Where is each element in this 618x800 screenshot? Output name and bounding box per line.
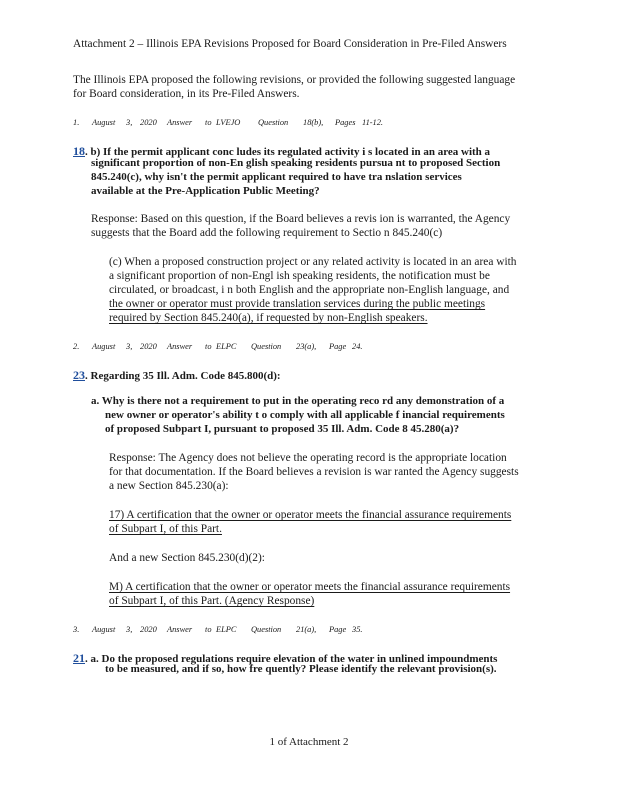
quote-18-line-1: (c) When a proposed construction project or any related activity is located in an area with [109, 256, 517, 268]
ref-to: to [205, 625, 212, 634]
question-21-line-1: 21. a. Do the proposed regulations require elevation of the water in unlined impoundments [73, 651, 498, 665]
response-18-line-1: Response: Based on this question, if the Board believes a revis ion is warranted, the Agency [91, 213, 511, 225]
ref-party: ELPC [216, 625, 237, 634]
reference-line-3 [73, 625, 593, 637]
page-title: Attachment 2 – Illinois EPA Revisions Proposed for Board Consideration in Pre-Filed Answers [73, 38, 507, 50]
page-footer: 1 of Attachment 2 [269, 736, 349, 748]
ref-question: Question [251, 625, 282, 634]
ref-party: LVEJO [216, 118, 241, 127]
ref-num: 3. [73, 625, 80, 634]
ref-qnum: 23(a), [296, 342, 317, 351]
ref-question: Question [251, 342, 282, 351]
ref-pages-label: Page [329, 342, 347, 351]
question-23a-line-2: new owner or operator's ability t o comply with all applicable f inancial requirements [105, 409, 505, 421]
question-23a-line-1: a. Why is there not a requirement to put in the operating reco rd any demonstration of a [91, 395, 505, 407]
response-23-line-3: a new Section 845.230(a): [109, 480, 229, 492]
ref-party: ELPC [216, 342, 237, 351]
quote-18-line-3: circulated, or broadcast, i n both English and the appropriate non-English language, and [109, 284, 510, 296]
reference-line-2 [73, 342, 593, 354]
question-number-link[interactable]: 23 [73, 368, 85, 382]
question-18-line-2: significant proportion of non-En glish speaking residents pursua nt to proposed Section [91, 157, 501, 169]
ref-to: to [205, 342, 212, 351]
ref-answer: Answer [167, 625, 193, 634]
ref-year: 2020 [140, 118, 157, 127]
question-23-heading: 23. Regarding 35 Ill. Adm. Code 845.800(d): [73, 368, 281, 382]
insert-m-line-2: of Subpart I, of this Part. (Agency Response) [109, 595, 315, 607]
and-new-section: And a new Section 845.230(d)(2): [109, 552, 265, 564]
quote-18-line-5-inserted: required by Section 845.240(a), if requested by non-English speakers. [109, 312, 428, 324]
ref-pages-label: Pages [335, 118, 356, 127]
insert-m-line-1: M) A certification that the owner or operator meets the financial assurance requirements [109, 581, 511, 593]
quote-18-line-4-inserted: the owner or operator must provide translation services during the public meetings [109, 298, 486, 310]
insert-17-line-1: 17) A certification that the owner or operator meets the financial assurance requirements [109, 509, 512, 521]
response-18-line-2: suggests that the Board add the following requirement to Sectio n 845.240(c) [91, 227, 443, 239]
ref-pages: 35. [352, 625, 363, 634]
intro-line-2: for Board consideration, in its Pre-Filed Answers. [73, 88, 300, 100]
ref-qnum: 21(a), [296, 625, 317, 634]
ref-month: August [92, 625, 116, 634]
ref-month: August [92, 118, 116, 127]
ref-answer: Answer [167, 342, 193, 351]
question-18-line-3: 845.240(c), why isn't the permit applicant required to have tra nslation services [91, 171, 462, 183]
question-18-line-1: 18. b) If the permit applicant conc ludes its regulated activity i s located in an area with a [73, 144, 491, 158]
ref-pages: 24. [352, 342, 363, 351]
ref-year: 2020 [140, 625, 157, 634]
ref-year: 2020 [140, 342, 157, 351]
ref-day: 3, [126, 342, 133, 351]
ref-day: 3, [126, 118, 133, 127]
ref-answer: Answer [167, 118, 193, 127]
ref-pages: 11-12. [362, 118, 384, 127]
quote-18-line-2: a significant proportion of non-Engl ish speaking residents, the notification must be [109, 270, 490, 282]
ref-month: August [92, 342, 116, 351]
intro-line-1: The Illinois EPA proposed the following revisions, or provided the following suggested language [73, 74, 516, 86]
question-number-link[interactable]: 21 [73, 651, 85, 665]
question-number-link[interactable]: 18 [73, 144, 85, 158]
ref-to: to [205, 118, 212, 127]
reference-line-1 [73, 118, 593, 130]
ref-day: 3, [126, 625, 133, 634]
question-21-line-2: to be measured, and if so, how fre quently? Please identify the relevant provision(s). [105, 663, 497, 675]
question-23a-line-3: of proposed Subpart I, pursuant to proposed 35 Ill. Adm. Code 8 45.280(a)? [105, 423, 460, 435]
response-23-line-1: Response: The Agency does not believe the operating record is the appropriate location [109, 452, 507, 464]
ref-num: 1. [73, 118, 80, 127]
insert-17-line-2: of Subpart I, of this Part. [109, 523, 222, 535]
ref-num: 2. [73, 342, 80, 351]
response-23-line-2: for that documentation. If the Board believes a revision is war ranted the Agency suggests [109, 466, 519, 478]
question-18-line-4: available at the Pre-Application Public Meeting? [91, 185, 320, 197]
ref-pages-label: Page [329, 625, 347, 634]
ref-qnum: 18(b), [303, 118, 324, 127]
ref-question: Question [258, 118, 289, 127]
